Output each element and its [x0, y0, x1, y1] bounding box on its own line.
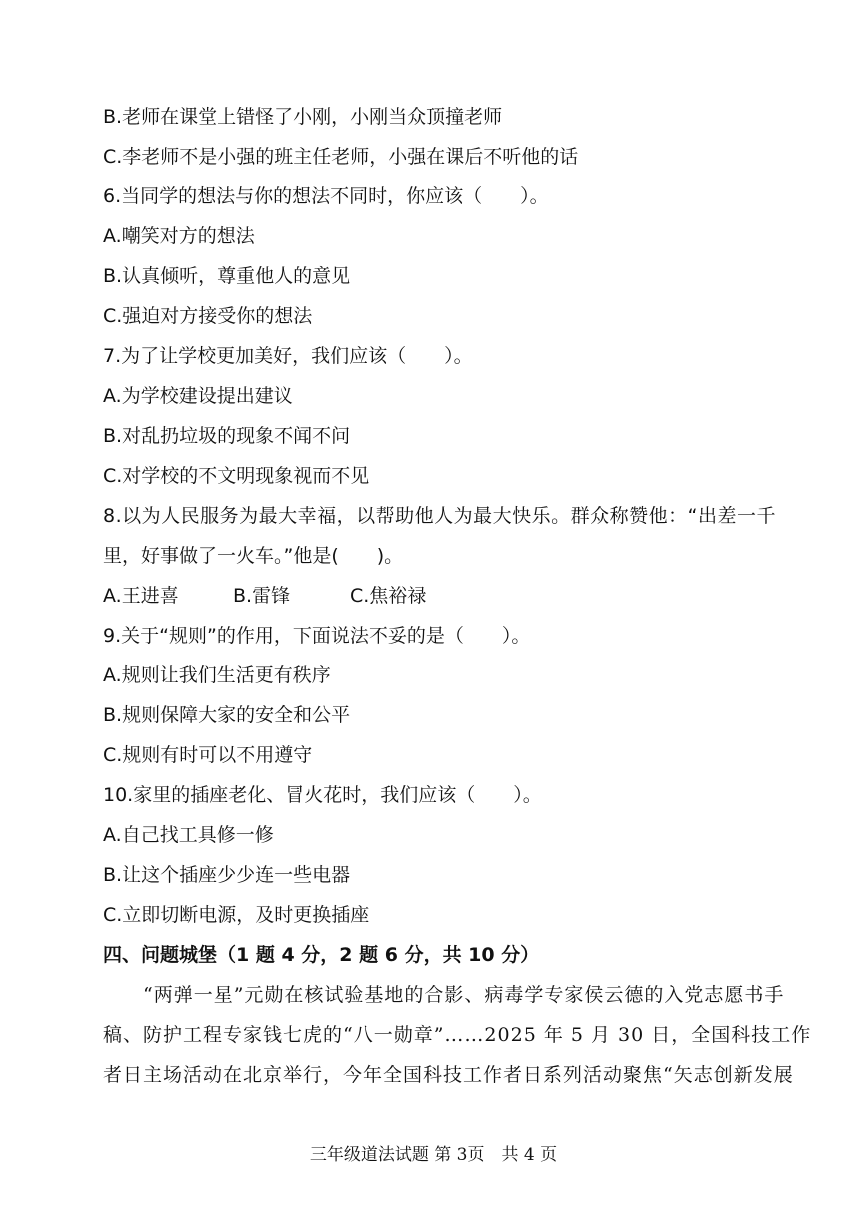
q8-option-a: A.王进喜 — [103, 585, 179, 607]
q10-option-b: B.让这个插座少少连一些电器 — [103, 864, 351, 886]
q6-option-a: A.嘲笑对方的想法 — [103, 225, 255, 247]
q5-option-b: B.老师在课堂上错怪了小刚，小刚当众顶撞老师 — [103, 106, 503, 128]
q7-option-b: B.对乱扔垃圾的现象不闻不问 — [103, 425, 351, 447]
q7-question: 7.为了让学校更加美好，我们应该（ ）。 — [103, 345, 473, 367]
q8-option-c: C.焦裕禄 — [350, 585, 427, 607]
q8-option-b: B.雷锋 — [233, 585, 291, 607]
q9-option-b: B.规则保障大家的安全和公平 — [103, 704, 351, 726]
q10-option-a: A.自己找工具修一修 — [103, 824, 274, 846]
paragraph-line-2: 稿、防护工程专家钱七虎的“八一勋章”……2025 年 5 月 30 日，全国科技工作 — [103, 1024, 812, 1046]
section-heading: 四、问题城堡（1 题 4 分，2 题 6 分，共 10 分） — [103, 944, 540, 966]
q9-option-c: C.规则有时可以不用遵守 — [103, 744, 313, 766]
q7-option-c: C.对学校的不文明现象视而不见 — [103, 465, 370, 487]
paragraph-line-1: “两弹一星”元勋在核试验基地的合影、病毒学专家侯云德的入党志愿书手 — [143, 984, 785, 1006]
q5-option-c: C.李老师不是小强的班主任老师，小强在课后不听他的话 — [103, 146, 579, 168]
q8-question-line1: 8.以为人民服务为最大幸福，以帮助他人为最大快乐。群众称赞他：“出差一千 — [103, 505, 776, 527]
q10-question: 10.家里的插座老化、冒火花时，我们应该（ ）。 — [103, 784, 542, 806]
q6-option-b: B.认真倾听，尊重他人的意见 — [103, 265, 351, 287]
q8-question-line2: 里，好事做了一火车。”他是( )。 — [103, 545, 404, 567]
paragraph-line-3: 者日主场活动在北京举行，今年全国科技工作者日系列活动聚焦“矢志创新发展 — [103, 1064, 794, 1086]
q9-question: 9.关于“规则”的作用，下面说法不妥的是（ ）。 — [103, 625, 531, 647]
q10-option-c: C.立即切断电源，及时更换插座 — [103, 904, 370, 926]
q9-option-a: A.规则让我们生活更有秩序 — [103, 664, 331, 686]
q7-option-a: A.为学校建设提出建议 — [103, 385, 293, 407]
q6-option-c: C.强迫对方接受你的想法 — [103, 305, 313, 327]
q8-options — [103, 584, 426, 608]
page-footer: 三年级道法试题 第 3页 共 4 页 — [309, 1145, 558, 1165]
q6-question: 6.当同学的想法与你的想法不同时，你应该（ ）。 — [103, 185, 549, 207]
